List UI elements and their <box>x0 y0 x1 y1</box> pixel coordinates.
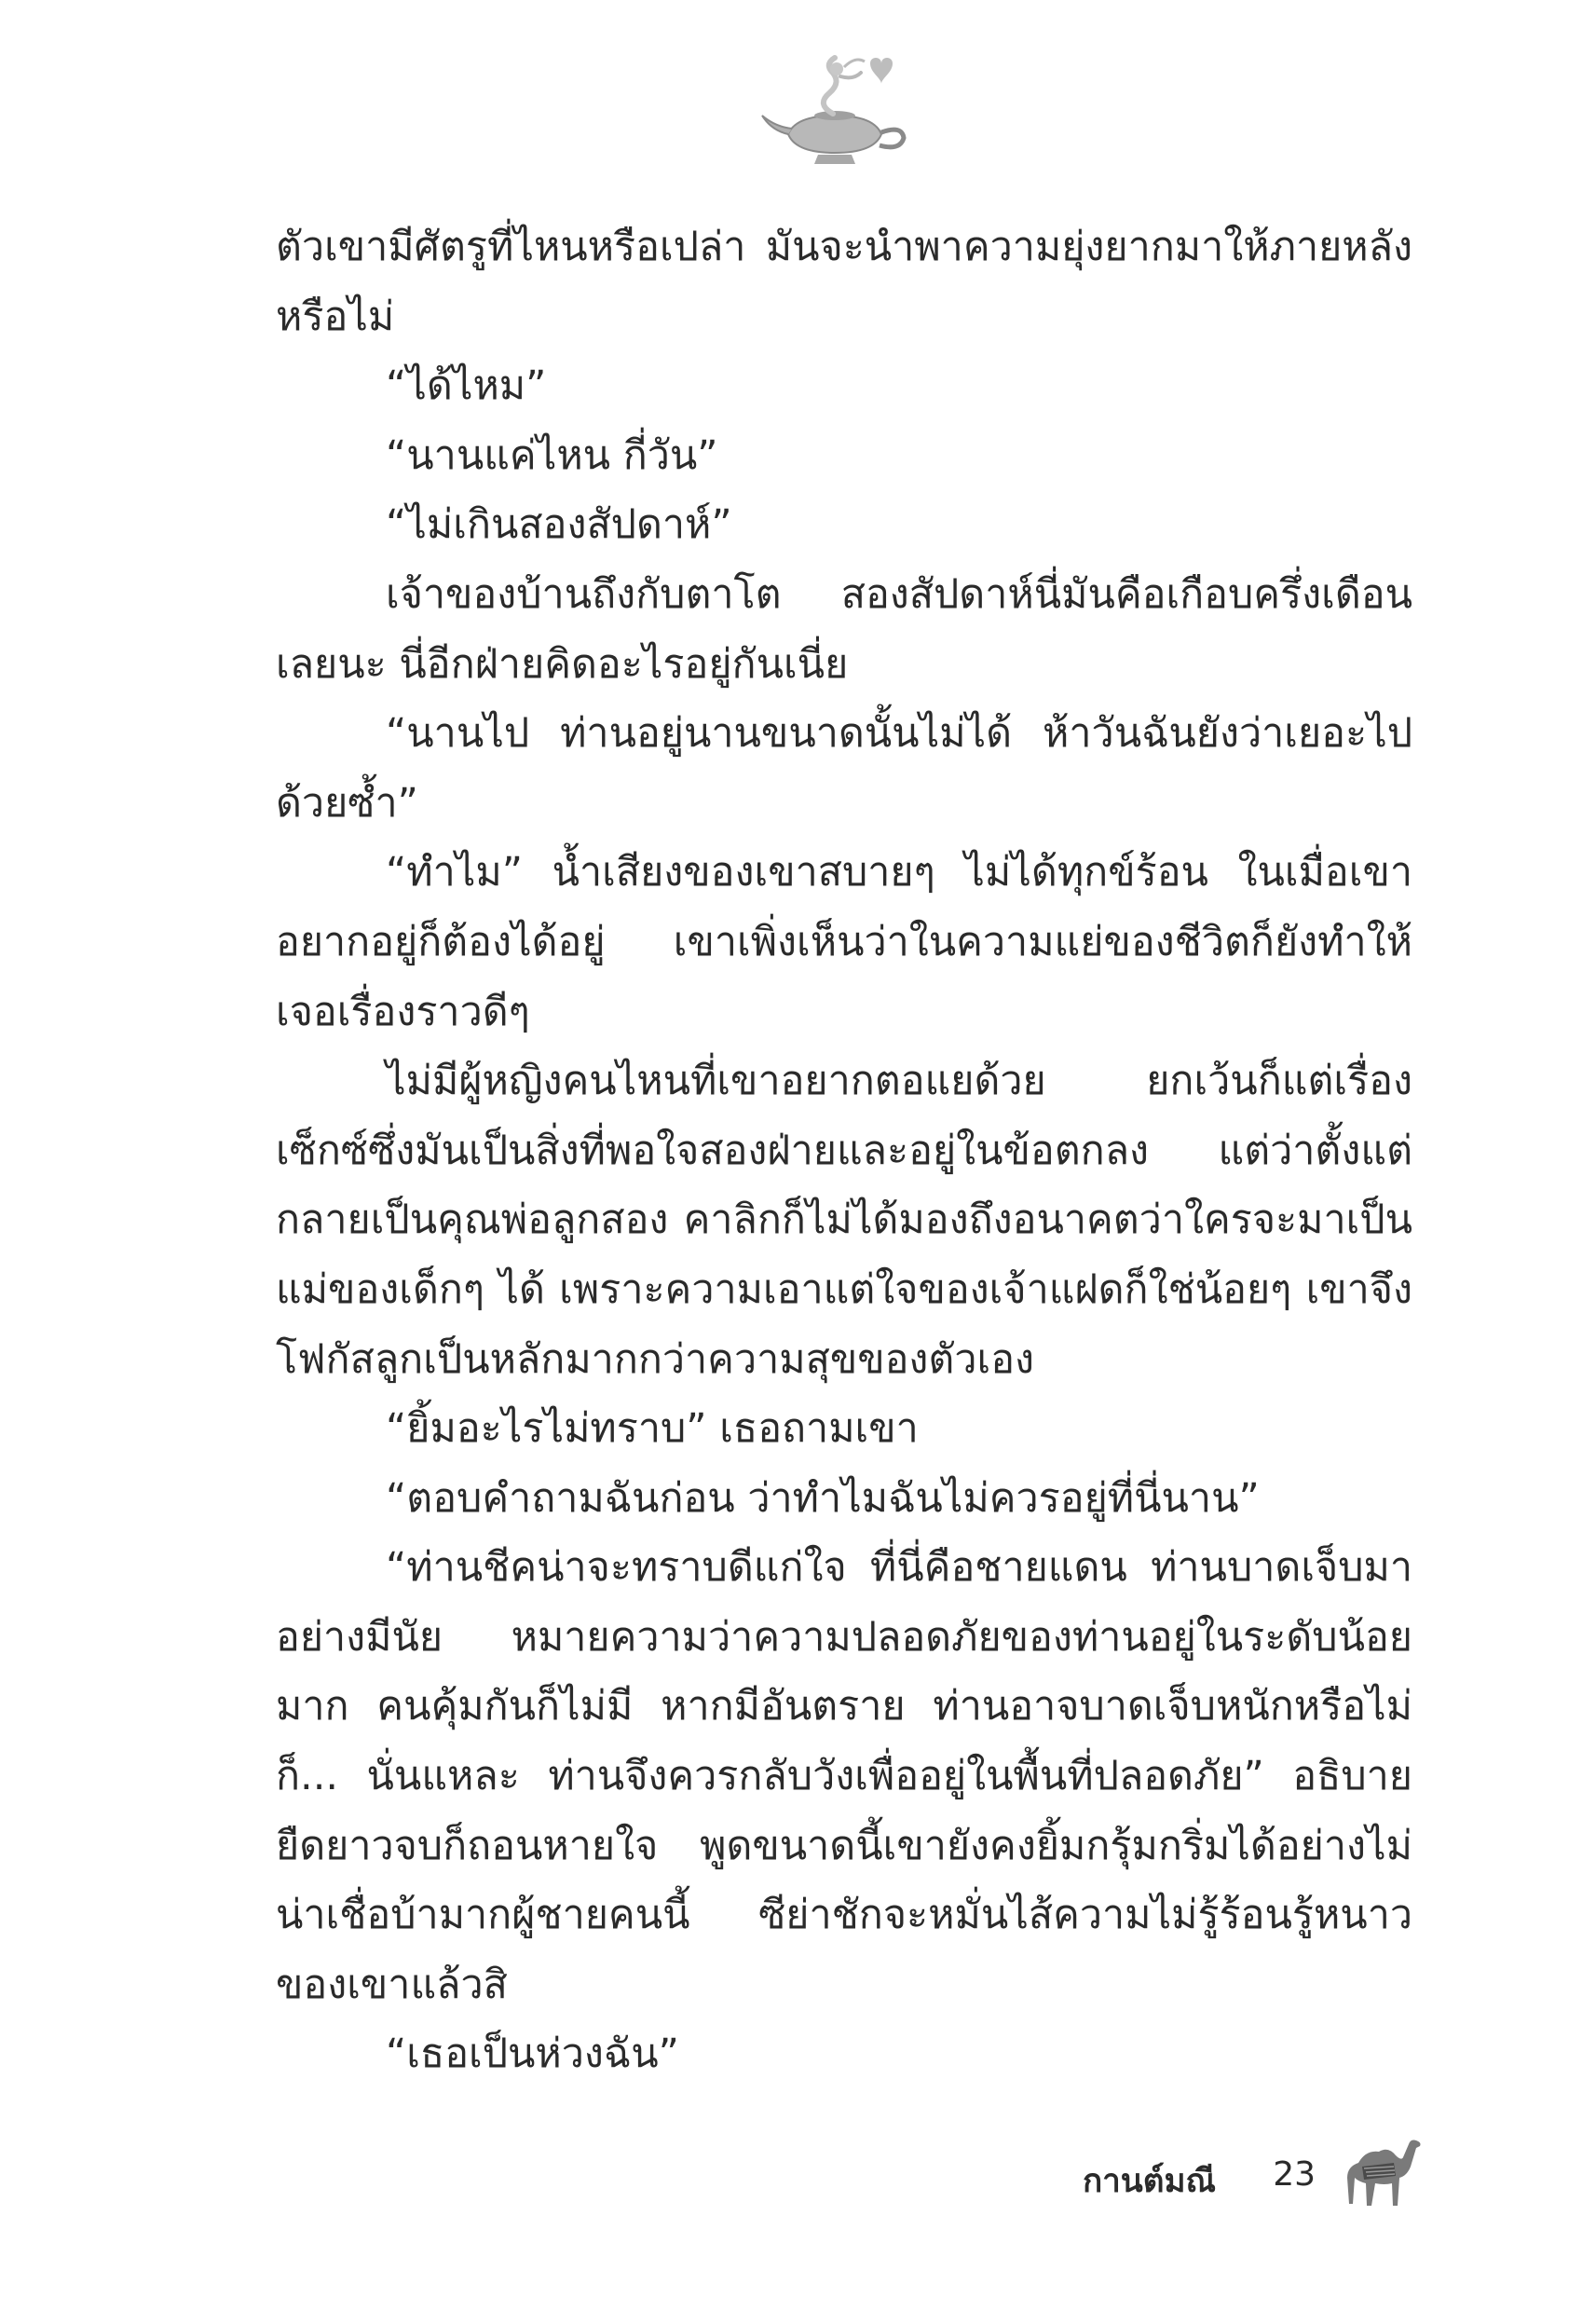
paragraph: “ทำไม” น้ำเสียงของเขาสบายๆ ไม่ได้ทุกข์ร้อน ในเมื่อเขาอยากอยู่ก็ต้องได้อยู่ เขาเพิ่งเห็นว่าในความแย่ของชีวิตก็ยังทำให้เจอเรื่องราวดีๆ <box>276 849 1412 1035</box>
body-text <box>276 212 1412 2089</box>
paragraph: “ได้ไหม” <box>386 362 547 410</box>
paragraph: ตัวเขามีศัตรูที่ไหนหรือเปล่า มันจะนำพาความยุ่งยากมาให้ภายหลังหรือไม่ <box>276 224 1412 340</box>
paragraph: “เธอเป็นห่วงฉัน” <box>386 2031 679 2078</box>
paragraph: “นานแค่ไหน กี่วัน” <box>386 431 718 479</box>
book-title: กานต์มณี <box>1082 2163 1216 2200</box>
paragraph: “ตอบคำถามฉันก่อน ว่าทำไมฉันไม่ควรอยู่ที่นี่นาน” <box>386 1474 1260 1522</box>
camel-icon <box>1342 2129 1425 2213</box>
paragraph: “ยิ้มอะไรไม่ทราบ” เธอถามเขา <box>386 1405 919 1453</box>
paragraph: ไม่มีผู้หญิงคนไหนที่เขาอยากตอแยด้วย ยกเว้นก็แต่เรื่องเซ็กซ์ซึ่งมันเป็นสิ่งที่พอใจสองฝ่ายและอยู่ในข้อตกลง แต่ว่าตั้งแต่กลายเป็นคุณพ่อลูกสอง คาลิกก็ไม่ได้มองถึงอนาคตว่าใครจะมาเป็นแม่ของเด็กๆ ได้ เพราะความเอาแต่ใจของเจ้าแฝดก็ใช่น้อยๆ เขาจึงโฟกัสลูกเป็นหลักมากกว่าความสุขของตัวเอง <box>276 1058 1412 1383</box>
paragraph: “ไม่เกินสองสัปดาห์” <box>386 501 732 549</box>
paragraph: เจ้าของบ้านถึงกับตาโต สองสัปดาห์นี่มันคือเกือบครึ่งเดือนเลยนะ นี่อีกฝ่ายคิดอะไรอยู่กันเนี่ย <box>276 570 1412 688</box>
paragraph: “นานไป ท่านอยู่นานขนาดนั้นไม่ได้ ห้าวันฉันยังว่าเยอะไปด้วยซ้ำ” <box>276 710 1412 827</box>
page-footer <box>1082 2129 1425 2218</box>
cupid-teapot-icon <box>751 48 919 170</box>
page-number: 23 <box>1273 2155 1316 2194</box>
paragraph: “ท่านชีคน่าจะทราบดีแก่ใจ ที่นี่คือชายแดน ท่านบาดเจ็บมาอย่างมีนัย หมายความว่าความปลอดภัยของท่านอยู่ในระดับน้อยมาก คนคุ้มกันก็ไม่มี หากมีอันตราย ท่านอาจบาดเจ็บหนักหรือไม่ก็... นั่นแหละ ท่านจึงควรกลับวังเพื่ออยู่ในพื้นที่ปลอดภัย” อธิบายยืดยาวจบก็ถอนหายใจ พูดขนาดนี้เขายังคงยิ้มกรุ้มกริ่มได้อย่างไม่น่าเชื่อบ้ามากผู้ชายคนนี้ ซีย่าชักจะหมั่นไส้ความไม่รู้ร้อนรู้หนาวของเขาแล้วสิ <box>276 1544 1412 2008</box>
